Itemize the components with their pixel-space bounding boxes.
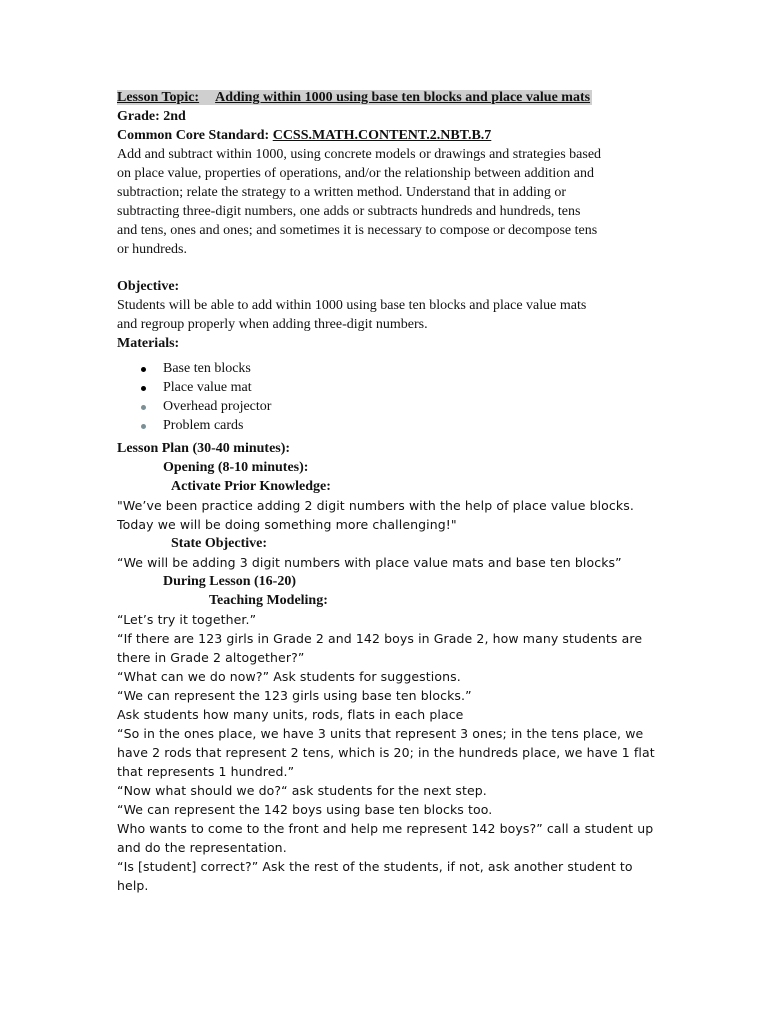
list-item: [117, 416, 657, 435]
lesson-plan-heading: Lesson Plan (30-40 minutes):: [117, 441, 291, 456]
list-item: [117, 378, 657, 397]
bullet-icon: [141, 405, 146, 410]
script-line: “Is [student] correct?” Ask the rest of the students, if not, ask another student to: [117, 859, 633, 874]
objective-heading: Objective:: [117, 279, 180, 294]
script-line: that represents 1 hundred.”: [117, 764, 295, 779]
materials-list: [117, 359, 657, 435]
lesson-topic: [117, 88, 657, 107]
lesson-topic-label: Lesson Topic:: [117, 90, 200, 105]
standard-text-line: subtraction; relate the strategy to a written method. Understand that in adding or: [117, 185, 567, 200]
script-line: Ask students how many units, rods, flats in each place: [117, 707, 464, 722]
objective-text-line: Students will be able to add within 1000 using base ten blocks and place value mats: [117, 298, 587, 313]
script-line: “What can we do now?” Ask students for suggestions.: [117, 669, 461, 684]
script-line: “We can represent the 123 girls using base ten blocks.”: [117, 688, 472, 703]
bullet-icon: [141, 367, 146, 372]
standard-link[interactable]: CCSS.MATH.CONTENT.2.NBT.B.7: [272, 128, 492, 143]
script-line: and do the representation.: [117, 840, 287, 855]
standard-label: Common Core Standard:: [117, 128, 270, 143]
standard-text-line: Add and subtract within 1000, using concrete models or drawings and strategies based: [117, 147, 602, 162]
materials-heading: Materials:: [117, 336, 180, 351]
activate-text-line: Today we will be doing something more challenging!": [117, 517, 457, 532]
material-label: Base ten blocks: [163, 361, 251, 376]
material-label: Overhead projector: [163, 399, 272, 414]
script-line: “So in the ones place, we have 3 units that represent 3 ones; in the tens place, we: [117, 726, 644, 741]
grade: Grade: 2nd: [117, 109, 186, 124]
standard-text-line: subtracting three-digit numbers, one adds or subtracts hundreds and hundreds, tens: [117, 204, 581, 219]
objective-text-line: and regroup properly when adding three-digit numbers.: [117, 317, 428, 332]
lesson-topic-highlight: [117, 90, 592, 105]
teaching-modeling-heading: Teaching Modeling:: [209, 593, 328, 608]
script-line: “Now what should we do?“ ask students for the next step.: [117, 783, 487, 798]
standard-description: [117, 145, 657, 259]
opening-heading: Opening (8-10 minutes):: [163, 460, 309, 475]
script-line: “If there are 123 girls in Grade 2 and 142 boys in Grade 2, how many students are: [117, 631, 643, 646]
standard-text-line: on place value, properties of operations, and/or the relationship between addition and: [117, 166, 595, 181]
script-line: “We can represent the 142 boys using base ten blocks too.: [117, 802, 493, 817]
script-line: “Let’s try it together.”: [117, 612, 257, 627]
lesson-plan-content: [117, 88, 657, 895]
script-line: there in Grade 2 altogether?”: [117, 650, 305, 665]
teaching-modeling-script: [117, 610, 657, 895]
state-objective-text: “We will be adding 3 digit numbers with place value mats and base ten blocks”: [117, 555, 622, 570]
standard-text-line: or hundreds.: [117, 242, 187, 257]
lesson-topic-value: Adding within 1000 using base ten blocks and place value mats: [215, 90, 591, 105]
common-core-standard: [117, 126, 657, 145]
activate-prior-knowledge-heading: Activate Prior Knowledge:: [171, 479, 331, 494]
bullet-icon: [141, 386, 146, 391]
script-line: Who wants to come to the front and help me represent 142 boys?” call a student up: [117, 821, 654, 836]
list-item: [117, 397, 657, 416]
script-line: have 2 rods that represent 2 tens, which is 20; in the hundreds place, we have 1 flat: [117, 745, 655, 760]
list-item: [117, 359, 657, 378]
during-lesson-heading: During Lesson (16-20): [163, 574, 297, 589]
material-label: Problem cards: [163, 418, 244, 433]
bullet-icon: [141, 424, 146, 429]
activate-text-line: "We’ve been practice adding 2 digit numbers with the help of place value blocks.: [117, 498, 634, 513]
state-objective-heading: State Objective:: [171, 536, 268, 551]
standard-text-line: and tens, ones and ones; and sometimes it is necessary to compose or decompose tens: [117, 223, 598, 238]
script-line: help.: [117, 878, 149, 893]
material-label: Place value mat: [163, 380, 252, 395]
